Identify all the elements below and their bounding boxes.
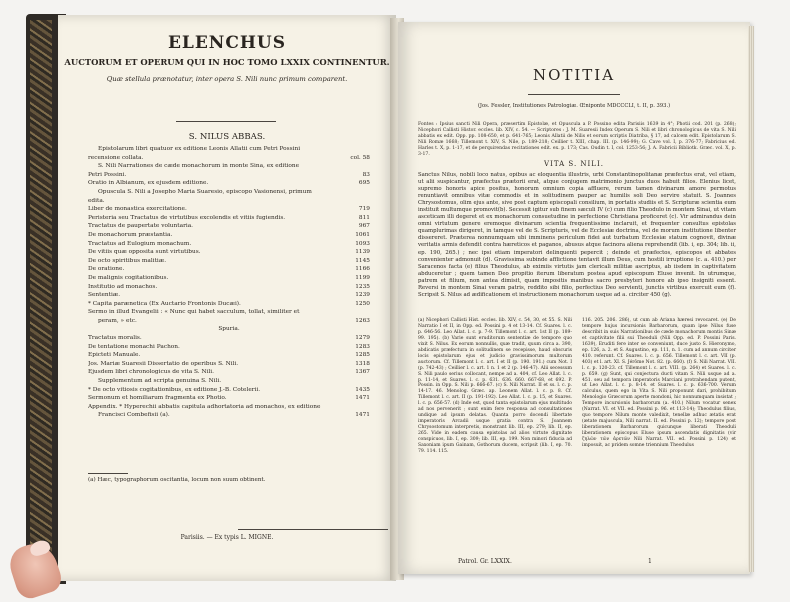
toc-entry-title: De vitiis quæ opposita sunt virtutibus.	[88, 249, 201, 256]
toc-entry-column: 1283	[355, 343, 370, 350]
marbled-cover-edge	[30, 20, 52, 580]
toc-entry-title: Institutio ad monachos.	[88, 283, 158, 290]
toc-entry-column: 1166	[355, 266, 370, 273]
toc-entry-column: 1263	[355, 317, 370, 324]
toc-entry-column: 1435	[355, 386, 370, 393]
toc-entry	[88, 368, 370, 377]
toc-entry-title: De monachorum præstantia.	[88, 231, 173, 238]
toc-entry	[88, 325, 370, 334]
toc-entry-title: Tractatus ad Eulogium monachum.	[88, 240, 192, 247]
left-page	[58, 15, 396, 581]
footer-rule	[238, 529, 388, 530]
right-page	[398, 22, 750, 574]
toc-entry-title: De malignis cogitationibus.	[88, 274, 169, 281]
page-title: NOTITIA	[532, 66, 616, 84]
toc-entry-column: 1471	[355, 412, 370, 419]
toc-entry-column: 1471	[355, 395, 370, 402]
toc-entry-column: 1061	[355, 231, 370, 238]
toc-entry	[88, 317, 370, 326]
toc-entry-title: Sententiæ.	[88, 292, 121, 299]
toc-entry-title: Tractatus de paupertate voluntaria.	[88, 223, 193, 230]
toc-entry-column: 1285	[355, 352, 370, 359]
table-of-contents	[88, 145, 370, 420]
toc-entry-title: Spuria.	[218, 326, 240, 333]
printer-footer: Parisiis. — Ex typis L. MIGNE.	[180, 534, 274, 541]
footnotes-column-left: (a) Nicephori Callisti Hist. eccles. lib. XIV, c. 54, 30, et 55. S. Nili Narratio I et II, in Opp. ed. Possini p. 4 et 13-14. Cf. Suares. l. c. p. 646-56. Leo Allat. l. c. p. 7-9. Tillemont l. c. art. 1st II (p. 189-99. 195). (b) Varie sunt eruditorum sententiæ de tempore quo vixit S. Nilus. Ex eorum nonnullis, quæ tradit, quum circa a. 390, abdicatis præfectura in solitudinem se recepisse, haud obscuris locis epistolarum ejus et judicio gravissimorum multorum auctorum. Cf. Tillemont l. c. art. I et II (p. 190. 191.) cum Not. I (p. 742-43) ; Ceillier l. c. art. 1 n. 1 et 2 (p. 146-47). Alii secessum S. Nili paulo serius collocant, nempe ad a. 404, cf. Leo Allat. l. c. p. 11-14, et Suares. l. c. p. 631. 636. 660. 667-68, et 692. P. Possin. in Opp. S. Nili p. 666-67. (c) S. Nili Narrat. II et ss. l. c. p. 14-17. 46. Menolog. Græc. ap. Leonem Allat. l. c. p. 8. Cf. Tillemont l. c. art. II (p. 191-192). Leo Allat. l. c. p. 15, et Suares. l. c. p. 656-57. (d) Inde est, quod tanta epistolarum ejus multitudo ad nos pervenerit ; sunt enim fere responsa ad consultationes undique ad ipsum delatas. Quanta porro docendi libertate imperatoris Arcadii usque gratia contra S. Joannem Chrysostomum interpretis, monstrant lib. III, ep. 279; lib. II, ep. 265. Vide in eadem causa epistolas ad alios virtute dignitate conspicuos, lib. I, ep. 309; lib. III, ep. 199. Non minori fiducia ad Saxoniam ipum Gainam, Gothorum ducem, scripsit (lib. I, ep. 70. 79. 114. 115.	[418, 318, 572, 454]
toc-entry	[88, 377, 370, 386]
toc-entry	[88, 188, 370, 197]
toc-entry	[88, 248, 370, 257]
toc-entry	[88, 403, 370, 412]
toc-entry-title: Tractatus moralis.	[88, 335, 142, 342]
toc-entry	[88, 205, 370, 214]
toc-entry-title: recensione collata.	[88, 154, 144, 161]
toc-entry-column: 1139	[355, 249, 370, 256]
toc-entry-title: Sermo in illud Evangelii : « Nunc qui habet sacculum, tollat, similiter et	[88, 309, 300, 316]
toc-entry-title: Epicteti Manuale.	[88, 352, 141, 359]
footnote: (a) Hæc, typographorum oscitantia, locum non suum obtinent.	[88, 477, 266, 483]
footnotes-column-right: 116. 205. 206. 286), ut cum ab Ariana hæresi revocaret. (e) De tempore hujus incursionis Barbarorum, quam ipse Nilus fuse describit in suis Narrationibus de cæde monachorum montis Sinæ et captivitate filii sui Theoduli (Nili Opp. ed. P. Possini Paris. 1639), Eruditi fere inter se conveniunt, duce justo S. Hieronymo, ep. 126, a. 2. et S. Augustino, ep. 111, n. 1. cum ad annum circiter 410. referunt. Cf. Suares. l. c. p. 656. Tillemont l. c. art. VII (p. 403) et l. art. XI. S. Jérôme Not. 82. (p. 660). (f) S. Nili Narrat. VII. l. c. p. 120-23. cf. Tillemont l. c. art. VIII. (p. 264) et Suares. l. c. p. 659. (g) Sunt, qui conjectura ducti vitam S. Nili usque ad a. 451. seu ad tempora imperatoris Marciani protrahendam putent, ut Leo Allat. l. c. p. 8-14. et Suares. l. c. p. 636-700. Verum calculus, quem ego in Vita S. Nili proponunt dari, prohibitum Menologio Græcorum aperte mondoni, hic nonnumquam insistat ; Tempore incursionis barbarorum (a. 410.) Nilum vocatur senex (Narrat. VI. et VII. ed. Possini p. 96. et 113-14); Theodulus filius, quo tempore Nilum monte valedixit, tenellæ adhuc ætatis erat (ætate majuscula, Nili narrat. II. ed. Possini p. 12); tempore post liberationem Barbarorum quicunque liberati Theoduli liberationem episcopus Eluse ipsum ascendatis dignitatis (vir ζηλῶν τῶν ἀρετῶν Nili Narrat. VII. ed. Possini p. 124) et imposuit, ac pridem somne triennium Theodulus	[582, 318, 736, 449]
toc-entry	[88, 334, 370, 343]
toc-entry	[88, 394, 370, 403]
toc-entry-column: 1145	[355, 257, 370, 264]
toc-entry-title: Appendix. * Hyperechii abbatis capitula adhortatoria ad monachos, ex editione	[88, 403, 321, 410]
toc-entry	[88, 257, 370, 266]
toc-entry	[88, 231, 370, 240]
toc-entry-title: Jos. Mariæ Suaresii Dissertatio de operibus S. Nili.	[88, 360, 239, 367]
toc-entry-title: De tentatione monachi Pachon.	[88, 343, 180, 350]
toc-entry-title: Oratio in Albianum, ex ejusdem editione.	[88, 180, 209, 187]
toc-entry-column: 1235	[355, 283, 370, 290]
toc-entry	[88, 386, 370, 395]
toc-entry-title: Francisci Combefisii (a).	[98, 412, 170, 419]
toc-entry-column: 1093	[355, 240, 370, 247]
toc-entry-column: 967	[358, 223, 370, 230]
toc-entry	[88, 351, 370, 360]
toc-entry-title: * De octo vitiosis cogitationibus, ex editione J.-B. Cotelerii.	[88, 386, 261, 393]
toc-entry	[88, 300, 370, 309]
volume-footer: Patrol. Gr. LXXIX.	[458, 558, 512, 565]
divider	[176, 121, 276, 122]
toc-entry-column: 719	[358, 206, 370, 213]
toc-entry	[88, 145, 370, 154]
page-title: ELENCHUS	[167, 33, 287, 53]
toc-entry-column: 1250	[355, 300, 370, 307]
toc-entry-title: Supplementum ad scripta genuina S. Nili.	[98, 378, 222, 385]
toc-entry-column: 1199	[355, 274, 370, 281]
section-heading: VITA S. NILI.	[544, 160, 604, 168]
toc-entry-title: Peristeria seu Tractatus de virtutibus excolendis et vitiis fugiendis.	[88, 214, 286, 221]
body-text: Sanctus Nilus, nobili loco natus, opibus ac eloquentia illustris, urbi Constantinopolitanæ præfectus erat, vel etiam, ut alii suspicantur, præfectus prætorii erat, atque conjugem matrimonio junctus duos habuit filios. Elenius licet, supremo honoris apice positus, honorum omnium copia affluere, rerum tamen divinarum amore permotus renuntiavit omnibus vitæ commodis et in solitudinem pauper ac humilis soli Deo servire statuit. S. Joannes Chrysostomus, olim ejus ante, sive post captum episcopali consilium, in portatis studiis et S. Scripturæ scientia eum instituit multumque promovit(b). Secessit igitur sub finem sæculi IV (c) cum filio Theodulo in montem Sinai, ut vitam asceticam illi degeret et ex monachorum consuetudine in perfectione Christiana proficeret (c). Vir admirandus dein omni virtutum genere eremoque divinarum scientia frequentissime inclaruit, et frequenter consultus epistolas quamplurimas dirigeret, in tamque vel de S. Scripturis, vel de Ecclesiæ doctrina, vel de morum institutione libenter dissereret. Præterea nonnumquam ubi imminens periculum fidei aut turbatum Ecclesiæ statum cognovit, divinæ veritatis armis defendit contra hæreticos et paganos, abusus atque facinora aliena reprehendit (lib. i, ep. 304; lib. ii, ep. 190, 265.) ; nec ipsi etiam imperatori delinquenti pepercit ; deinde et præfectos, episcopos et abbates convenienter admonuit (d). Gravissima subinde afflictione tentavit illum Deus, cum hostili irruptione (c. a. 410.) per Saracenos facta (e) filius Theodulus, ab eximiis virtutis jam clericali militiæ ascriptus, ab iisdem in captivitatem abduceretur ; quem tamen Deo propitio iterum liberatum postea apud episcopum Eluse invenit. In utrumque, patrem et filium, non antea dimisit, quam impositis manibus sacro presbyteri honore ab ipso insigniti essent. Reversi in montem Sinai veram patris, reddito sibi filio, perfectius Deo servienti, junctis virtibus exercuit eum (f). Scripsit S. Nilus ad ædificationem et instructionem monachorum usque ad a. circiter 450 (g).	[418, 172, 736, 298]
page-number: 1	[648, 558, 652, 565]
page-note: Quæ stellula prænotatur, inter opera S. Nili nunc primum comparent.	[106, 75, 348, 83]
toc-entry	[88, 411, 370, 420]
toc-entry	[88, 162, 370, 171]
toc-entry-title: S. Nili Narrationes de cæde monachorum in monte Sina, ex editione	[98, 163, 300, 170]
toc-entry-title: Ejusdem libri chronologicus de vita S. Nili.	[88, 369, 214, 376]
toc-entry-title: Petri Possini.	[88, 171, 127, 178]
toc-entry-column: 1239	[355, 292, 370, 299]
toc-entry	[88, 360, 370, 369]
toc-entry	[88, 274, 370, 283]
page-subtitle: AUCTORUM ET OPERUM QUI IN HOC TOMO LXXIX CONTINENTUR.	[64, 57, 390, 67]
toc-entry-title: Epistolarum libri quatuor ex editione Leonis Allatii cum Petri Possini	[98, 146, 301, 152]
toc-entry-title: De oratione.	[88, 266, 125, 273]
page-edges	[748, 26, 754, 572]
sources-paragraph: Fontes : Ipsius sancti Nili Opera, præsertim Epistolæ, et Opuscula a P. Possino edita Parisiis 1639 in 4°; Photii cod. 201 (p. 268); Nicephori Callisti Histor. eccles. lib. XIV, c. 54. — Scriptores : J. M. Suaresii Index Operum S. Nili et libri chronologicus de vita S. Nili abbatis ex edit. Opp. pp. 108-650, et p. 641-765; Leonis Allatii de Nilis et eorum scriptis Diatriba, § 17, ad calcem edit. Epistolarum S. Nili Romæ 1668; Tillemont t. XIV, S. Nile, p. 189-218; Ceillier t. XIII, chap. III. (p. 146-99); G. Cave vol. I, p. 376-77; Fabricius ed. Harles t. X, p. 1-17, et de perquirendas recitationes edit. ex. p. 173; Cas. Oudin t. I, col. 1253-56; J. A. Fabricii Bibliotk. Græc. vol. X, p. 3-17.	[418, 122, 736, 157]
toc-entry-column: col. 58	[350, 154, 370, 161]
toc-entry-title: * Capita parænetica (Ex Auctario Frontonis Ducæi).	[88, 300, 241, 307]
toc-entry	[88, 283, 370, 292]
toc-entry	[88, 197, 370, 206]
toc-entry-title: Opuscula S. Nili a Josepho Maria Suaresio, episcopo Vasionensi, primum	[98, 188, 312, 195]
toc-entry-column: 1279	[355, 335, 370, 342]
toc-entry	[88, 291, 370, 300]
toc-entry	[88, 154, 370, 163]
section-heading: S. NILUS ABBAS.	[188, 132, 266, 142]
toc-entry	[88, 179, 370, 188]
toc-entry-column: 811	[358, 214, 370, 221]
toc-entry-column: 1367	[355, 369, 370, 376]
toc-entry-column: 1318	[355, 360, 370, 367]
toc-entry-title: Sermonum et homiliarum fragmenta ex Photio.	[88, 395, 227, 402]
toc-entry	[88, 240, 370, 249]
toc-entry-title: De octo spiritibus malitiæ.	[88, 257, 167, 264]
toc-entry	[88, 171, 370, 180]
toc-entry	[88, 222, 370, 231]
toc-entry-column: 695	[358, 180, 370, 187]
toc-entry-title: edita.	[88, 197, 105, 204]
divider	[528, 94, 620, 95]
toc-entry-title: peram, » etc.	[98, 317, 137, 324]
toc-entry	[88, 308, 370, 317]
toc-entry	[88, 343, 370, 352]
toc-entry	[88, 214, 370, 223]
toc-entry-column: 83	[362, 171, 370, 178]
footnote-divider	[88, 473, 128, 474]
toc-entry-title: Liber de monastica exercitatione.	[88, 206, 187, 213]
source-citation: (Jos. Fessler, Institutiones Patrologiæ. Œniponte MDCCCLI, t. II, p. 393.)	[477, 103, 671, 109]
toc-entry	[88, 265, 370, 274]
